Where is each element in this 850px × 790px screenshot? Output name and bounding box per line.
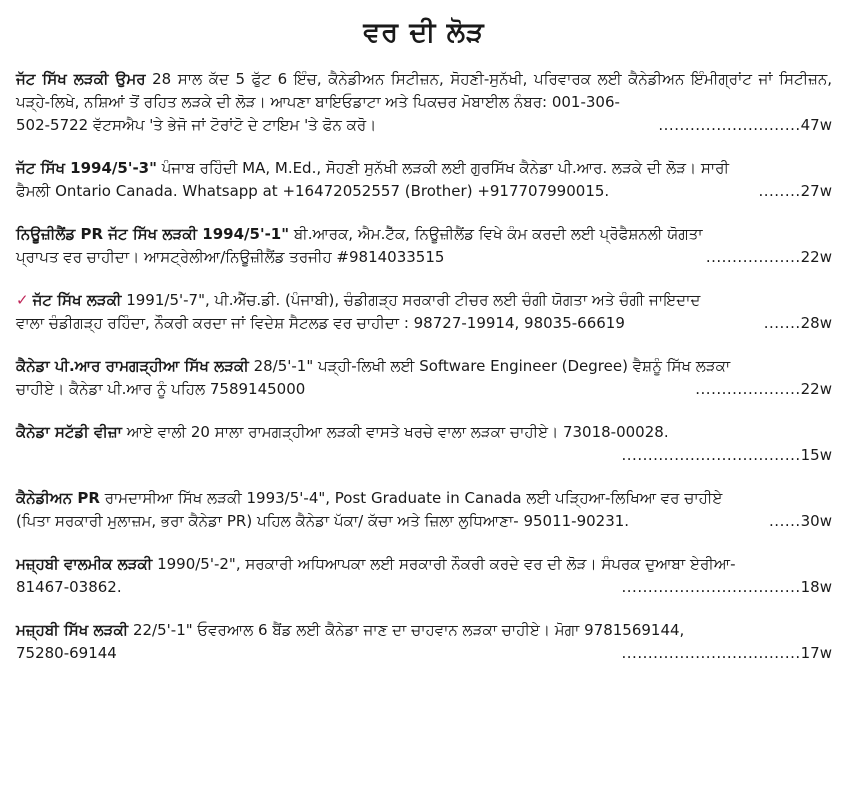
ad-last-text: ਵਾਲਾ ਚੰਡੀਗੜ੍ਹ ਰਹਿੰਦਾ, ਨੌਕਰੀ ਕਰਦਾ ਜਾਂ ਵਿਦੇਸ਼ ਸੈਟਲਡ ਵਰ ਚਾਹੀਦਾ : 98727-19914, 98035-66619: [16, 314, 625, 332]
ad-last-text: 502-5722 ਵੱਟਸਐਪ 'ਤੇ ਭੇਜੋ ਜਾਂ ਟੋਰਾਂਟੋ ਦੇ ਟਾਇਮ 'ਤੇ ਫੋਨ ਕਰੋ।: [16, 116, 377, 134]
ad-last-text: ਚਾਹੀਏ। ਕੈਨੇਡਾ ਪੀ.ਆਰ ਨੂੰ ਪਹਿਲ 7589145000: [16, 380, 306, 398]
matrimonial-ad: [16, 553, 832, 599]
ad-body-paragraph: [16, 619, 832, 642]
ad-word-count-line: [444, 246, 832, 269]
leader-dots: ..................: [705, 248, 801, 266]
leader-dots: ........: [758, 182, 801, 200]
ad-last-line: [16, 378, 832, 401]
ad-last-text: 81467-03862.: [16, 578, 122, 596]
ad-body-paragraph: [16, 421, 832, 444]
ad-word-count-line: [625, 312, 832, 335]
ad-lead-text: ਮਜ਼੍ਹਬੀ ਸਿੱਖ ਲੜਕੀ: [16, 621, 129, 639]
word-count: 22w: [800, 248, 832, 266]
ad-last-line: [16, 180, 832, 203]
ad-body-paragraph: [16, 157, 832, 180]
ad-last-text: 75280-69144: [16, 644, 117, 662]
ad-text: ਪੰਜਾਬ ਰਹਿੰਦੀ MA, M.Ed., ਸੋਹਣੀ ਸੁਨੱਖੀ ਲੜਕੀ ਲਈ ਗੁਰਸਿੱਖ ਕੈਨੇਡਾ ਪੀ.ਆਰ. ਲੜਕੇ ਦੀ ਲੋੜ। ਸਾਰੀ: [156, 159, 729, 177]
leader-dots: .......: [763, 314, 801, 332]
ad-word-count-line: [305, 378, 832, 401]
matrimonial-ad: [16, 487, 832, 533]
matrimonial-ad: [16, 289, 832, 335]
check-mark-icon: ✓: [16, 291, 29, 309]
ad-body-paragraph: [16, 223, 832, 246]
ad-text: 1990/5'-2", ਸਰਕਾਰੀ ਅਧਿਆਪਕਾ ਲਈ ਸਰਕਾਰੀ ਨੌਕਰੀ ਕਰਦੇ ਵਰ ਦੀ ਲੋੜ। ਸੰਪਰਕ ਦੁਆਬਾ ਏਰੀਆ-: [152, 555, 736, 573]
word-count: 30w: [800, 512, 832, 530]
word-count: 47w: [800, 116, 832, 134]
ad-word-count-line: [629, 510, 832, 533]
ad-body-paragraph: [16, 355, 832, 378]
leader-dots: ...........................: [658, 116, 801, 134]
ad-body-paragraph: [16, 68, 832, 114]
matrimonial-ad: [16, 68, 832, 137]
ad-lead-text: ਨਿਊਜ਼ੀਲੈਂਡ PR ਜੱਟ ਸਿੱਖ ਲੜਕੀ 1994/5'-1": [16, 225, 290, 243]
leader-dots: ......: [769, 512, 801, 530]
matrimonial-ad: [16, 355, 832, 401]
leader-dots: ..................................: [621, 578, 801, 596]
ad-text: 22/5'-1" ਓਵਰਆਲ 6 ਬੈਂਡ ਲਈ ਕੈਨੇਡਾ ਜਾਣ ਦਾ ਚਾਹਵਾਨ ਲੜਕਾ ਚਾਹੀਏ। ਮੋਗਾ 9781569144,: [128, 621, 685, 639]
ad-body-paragraph: [16, 553, 832, 576]
word-count: 17w: [800, 644, 832, 662]
ad-body-paragraph: [16, 487, 832, 510]
matrimonial-ad: [16, 421, 832, 467]
ad-word-count-line: [16, 444, 832, 467]
word-count: 27w: [800, 182, 832, 200]
ad-text: ਆਏ ਵਾਲੀ 20 ਸਾਲਾ ਰਾਮਗੜ੍ਹੀਆ ਲੜਕੀ ਵਾਸਤੇ ਖਰਚੇ ਵਾਲਾ ਲੜਕਾ ਚਾਹੀਏ। 73018-00028.: [121, 423, 669, 441]
ad-lead-text: ਕੈਨੇਡਾ ਪੀ.ਆਰ ਰਾਮਗੜ੍ਹੀਆ ਸਿੱਖ ਲੜਕੀ: [16, 357, 249, 375]
ad-text: 28 ਸਾਲ ਕੱਦ 5 ਫੁੱਟ 6 ਇੰਚ, ਕੈਨੇਡੀਅਨ ਸਿਟੀਜ਼ਨ, ਸੋਹਣੀ-ਸੁਨੱਖੀ, ਪਰਿਵਾਰਕ ਲਈ ਕੈਨੇਡੀਅਨ ਇੰਮੀਗ੍ਰਾਂਟ ਜਾਂ ਸਿਟੀਜ਼ਨ, ਪੜ੍ਹੇ-ਲਿਖੇ, ਨਸ਼ਿਆਂ ਤੋਂ ਰਹਿਤ ਲੜਕੇ ਦੀ ਲੋੜ। ਆਪਣਾ ਬਾਇਓਡਾਟਾ ਅਤੇ ਪਿਕਚਰ ਮੋਬਾਈਲ ਨੰਬਰ: 001-306-: [16, 70, 833, 111]
ad-lead-text: ਜੱਟ ਸਿੱਖ 1994/5'-3": [16, 159, 157, 177]
word-count: 28w: [800, 314, 832, 332]
word-count: 18w: [800, 578, 832, 596]
word-count: 22w: [800, 380, 832, 398]
ad-lead-text: ਜੱਟ ਸਿੱਖ ਲੜਕੀ ਉਮਰ: [16, 70, 146, 88]
matrimonial-ad: [16, 223, 832, 269]
ad-word-count-line: [376, 114, 832, 137]
page-title: ਵਰ ਦੀ ਲੋੜ: [363, 17, 485, 48]
ad-word-count-line: [122, 576, 832, 599]
leader-dots: ....................: [695, 380, 801, 398]
ad-text: ਬੀ.ਆਰਕ, ਐਮ.ਟੈੱਕ, ਨਿਊਜ਼ੀਲੈਂਡ ਵਿਖੇ ਕੰਮ ਕਰਦੀ ਲਈ ਪ੍ਰੋਫੈਸ਼ਨਲੀ ਯੋਗਤਾ: [289, 225, 703, 243]
ad-text: 28/5'-1" ਪੜ੍ਹੀ-ਲਿਖੀ ਲਈ Software Engineer (Degree) ਵੈਸ਼ਨੂੰ ਸਿੱਖ ਲੜਕਾ: [248, 357, 731, 375]
ads-list: [16, 68, 832, 665]
ad-last-text: ਪ੍ਰਾਪਤ ਵਰ ਚਾਹੀਦਾ। ਆਸਟ੍ਰੇਲੀਆ/ਨਿਊਜ਼ੀਲੈਂਡ ਤਰਜੀਹ #9814033515: [16, 248, 445, 266]
leader-dots: ..................................: [621, 446, 801, 464]
ad-last-text: ਫੈਮਲੀ Ontario Canada. Whatsapp at +16472052557 (Brother) +917707990015.: [16, 182, 610, 200]
ad-last-line: [16, 510, 832, 533]
ad-word-count-line: [117, 642, 832, 665]
ad-last-line: [16, 312, 832, 335]
ad-last-line: [16, 642, 832, 665]
matrimonial-ad: [16, 619, 832, 665]
matrimonial-ad: [16, 157, 832, 203]
ad-last-line: [16, 576, 832, 599]
ad-word-count-line: [609, 180, 832, 203]
ad-last-line: [16, 114, 832, 137]
ad-lead-text: ਮਜ਼੍ਹਬੀ ਵਾਲਮੀਕ ਲੜਕੀ: [16, 555, 153, 573]
leader-dots: ..................................: [621, 644, 801, 662]
ad-text: ਰਾਮਦਾਸੀਆ ਸਿੱਖ ਲੜਕੀ 1993/5'-4", Post Graduate in Canada ਲਈ ਪੜ੍ਹਿਆ-ਲਿਖਿਆ ਵਰ ਚਾਹੀਏ: [99, 489, 723, 507]
ad-last-text: (ਪਿਤਾ ਸਰਕਾਰੀ ਮੁਲਾਜ਼ਮ, ਭਰਾ ਕੈਨੇਡਾ PR) ਪਹਿਲ ਕੈਨੇਡਾ ਪੱਕਾ/ ਕੱਚਾ ਅਤੇ ਜ਼ਿਲਾ ਲੁਧਿਆਣਾ- 95011-90231.: [16, 512, 630, 530]
ad-lead-text: ਕੈਨੇਡੀਅਨ PR: [16, 489, 100, 507]
word-count: 15w: [800, 446, 832, 464]
ad-last-line: [16, 444, 832, 467]
ad-last-line: [16, 246, 832, 269]
ad-text: 1991/5'-7", ਪੀ.ਐੱਚ.ਡੀ. (ਪੰਜਾਬੀ), ਚੰਡੀਗੜ੍ਹ ਸਰਕਾਰੀ ਟੀਚਰ ਲਈ ਚੰਗੀ ਯੋਗਤਾ ਅਤੇ ਚੰਗੀ ਜਾਇਦਾਦ: [121, 291, 701, 309]
ad-body-paragraph: [16, 289, 832, 312]
ad-lead-text: ਜੱਟ ਸਿੱਖ ਲੜਕੀ: [32, 291, 122, 309]
ad-lead-text: ਕੈਨੇਡਾ ਸਟੱਡੀ ਵੀਜ਼ਾ: [16, 423, 122, 441]
